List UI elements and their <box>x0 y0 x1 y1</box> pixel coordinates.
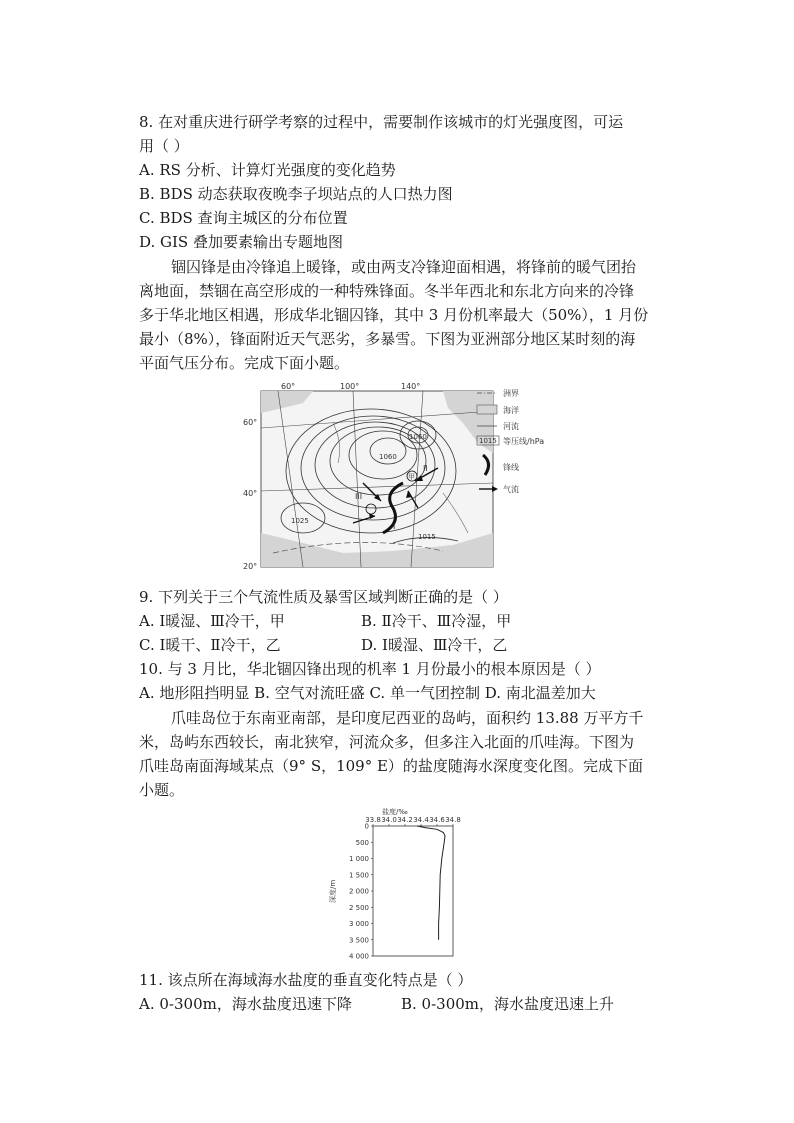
map-legend <box>475 385 585 510</box>
y-tick-label: 1 500 <box>348 871 369 880</box>
salinity-depth-chart <box>325 808 465 960</box>
map-lon-label: 100° <box>340 383 360 391</box>
x-tick-label: 33.8 <box>365 816 381 824</box>
legend-ocean: 海洋 <box>503 406 519 415</box>
map-lon-label: 140° <box>401 383 421 391</box>
passage2-line: 爪哇岛位于东南亚南部，是印度尼西亚的岛屿，面积约 13.88 万平方千 <box>171 709 644 727</box>
y-tick-label: 2 000 <box>348 887 369 896</box>
map-isobar-label: 1025 <box>291 517 309 525</box>
y-tick-label: 2 500 <box>348 903 369 912</box>
passage1-line: 平面气压分布。完成下面小题。 <box>139 354 350 372</box>
q11-stem: 11. 该点所在海域海水盐度的垂直变化特点是（ ） <box>139 971 473 989</box>
map-airflow-label-ii: II <box>423 464 428 473</box>
map-lat-label: 40° <box>243 489 258 498</box>
legend-river: 河流 <box>503 422 519 431</box>
q8-stem-line1: 8. 在对重庆进行研学考察的过程中，需要制作该城市的灯光强度图，可运 <box>139 113 624 131</box>
salinity-line <box>417 826 445 940</box>
y-tick-label: 0 <box>364 822 369 831</box>
q8-option-a: A. RS 分析、计算灯光强度的变化趋势 <box>139 161 396 179</box>
legend-front: 锋线 <box>503 463 519 472</box>
x-tick-label: 34.4 <box>413 816 429 824</box>
legend-airflow: 气流 <box>503 485 519 494</box>
x-tick-label: 34.6 <box>429 816 445 824</box>
map-airflow-label-i: I <box>393 522 396 531</box>
passage1-line: 锢囚锋是由冷锋追上暖锋，或由两支冷锋迎面相遇，将锋前的暖气团抬 <box>171 258 637 276</box>
q9-option-b: B. Ⅱ冷干、Ⅲ冷湿，甲 <box>361 612 512 630</box>
q10-options: A. 地形阻挡明显 B. 空气对流旺盛 C. 单一气团控制 D. 南北温差加大 <box>139 684 596 702</box>
x-tick-label: 34.8 <box>445 816 461 824</box>
q8-option-d: D. GIS 叠加要素输出专题地图 <box>139 233 343 251</box>
passage2-line: 小题。 <box>139 781 185 799</box>
q9-stem: 9. 下列关于三个气流性质及暴雪区域判断正确的是（ ） <box>139 588 508 606</box>
q9-option-d: D. Ⅰ暖湿、Ⅲ冷干，乙 <box>361 636 508 654</box>
q11-option-b: B. 0-300m，海水盐度迅速上升 <box>401 995 615 1013</box>
x-tick-label: 34.2 <box>397 816 413 824</box>
map-lat-label: 20° <box>243 562 258 571</box>
passage1-line: 离地面，禁锢在高空形成的一种特殊锋面。冬半年西北和东北方向来的冷锋 <box>139 282 635 300</box>
legend-boundary: 洲界 <box>503 389 519 398</box>
x-axis-label: 盐度/‰ <box>382 808 408 816</box>
legend-isobar-sample: 1015 <box>479 437 497 445</box>
q9-option-a: A. Ⅰ暖湿、Ⅲ冷干，甲 <box>139 612 285 630</box>
q11-option-a: A. 0-300m，海水盐度迅速下降 <box>139 995 352 1013</box>
y-tick-label: 4 000 <box>348 952 369 960</box>
y-tick-label: 3 500 <box>348 936 369 945</box>
y-tick-label: 3 000 <box>348 920 369 928</box>
y-axis-label: 深度/m <box>329 879 337 903</box>
pressure-map <box>243 383 513 573</box>
plot-frame <box>373 826 453 956</box>
map-lon-label: 60° <box>281 383 296 391</box>
passage1-line: 多于华北地区相遇，形成华北锢囚锋，其中 3 月份机率最大（50%），1 月份 <box>139 306 649 324</box>
map-isobar-label: 1060 <box>379 453 397 461</box>
passage1-line: 最小（8%），锋面附近天气恶劣，多暴雪。下图为亚洲部分地区某时刻的海 <box>139 330 636 348</box>
q9-option-c: C. Ⅰ暖干、Ⅱ冷干，乙 <box>139 636 281 654</box>
legend-isobar: 等压线/hPa <box>503 437 545 446</box>
passage2-line: 米，岛屿东西较长，南北狭窄，河流众多，但多注入北面的爪哇海。下图为 <box>139 733 635 751</box>
map-lat-label: 60° <box>243 418 258 427</box>
q8-stem-line2: 用（ ） <box>139 137 189 155</box>
q10-stem: 10. 与 3 月比，华北锢囚锋出现的机率 1 月份最小的根本原因是（ ） <box>139 660 601 678</box>
y-tick-label: 500 <box>355 838 369 847</box>
q8-option-c: C. BDS 查询主城区的分布位置 <box>139 209 348 227</box>
passage2-line: 爪哇岛南面海域某点（9° S，109° E）的盐度随海水深度变化图。完成下面 <box>139 757 643 775</box>
map-isobar-label: 1060 <box>409 433 427 441</box>
map-airflow-label-iii: III <box>355 492 363 501</box>
y-tick-label: 1 000 <box>348 855 369 863</box>
map-point-label: 甲 <box>408 473 415 481</box>
q8-option-b: B. BDS 动态获取夜晚李子坝站点的人口热力图 <box>139 185 453 203</box>
map-isobar-label: 1015 <box>418 533 436 541</box>
x-tick-label: 34.0 <box>381 816 397 824</box>
